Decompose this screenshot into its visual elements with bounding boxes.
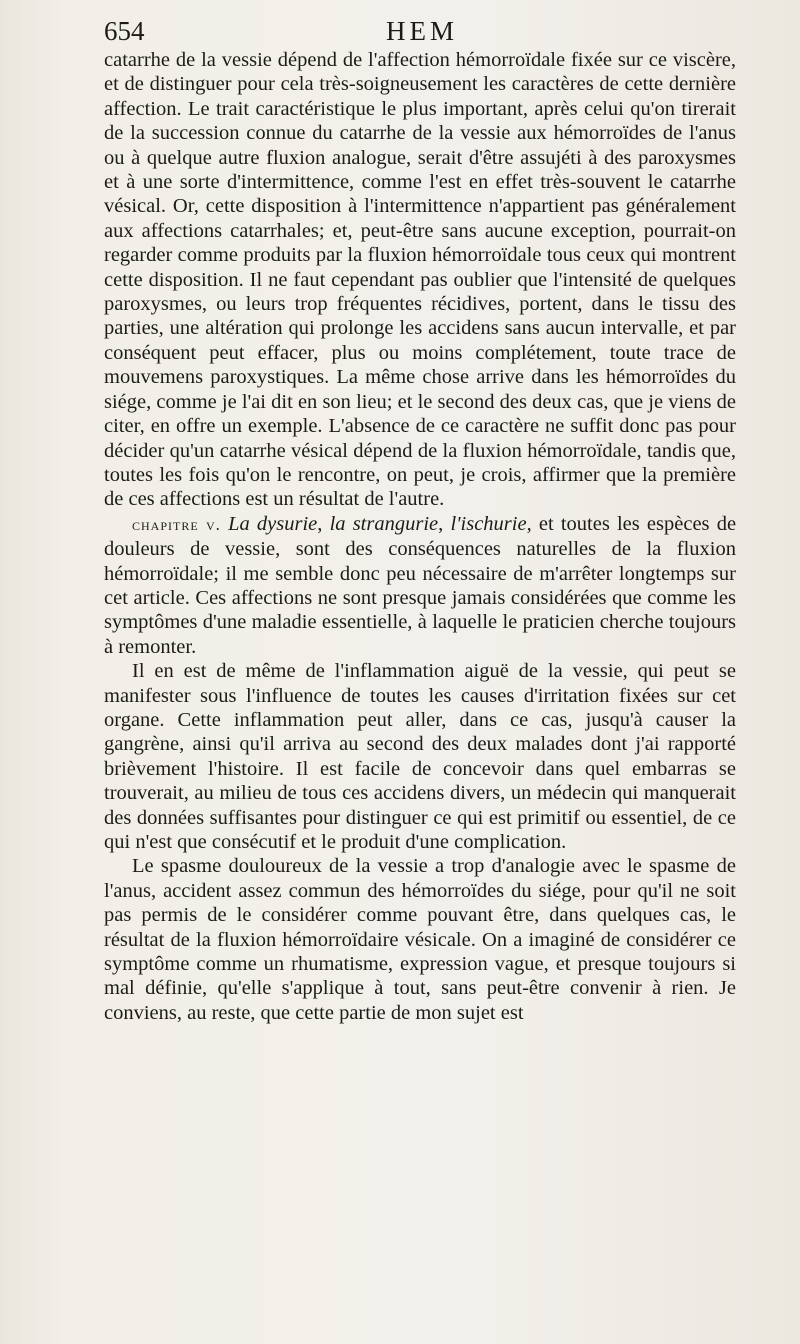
chapter-label: chapitre v.: [132, 514, 221, 534]
page-header: [104, 14, 740, 48]
paragraph-spasme: Le spasme douloureux de la vessie a trop d'analogie avec le spasme de l'anus, accident assez commun des hémorroïdes du siége, pour qu'il ne soit pas permis de le considérer comme pouvant être, dans quelques cas, le résultat de la fluxion hémorroïdaire vésicale. On a imaginé de considérer ce symptôme comme un rhumatisme, expression vague, et presque toujours si mal définie, qu'elle s'applique à tout, sans peut-être convenir à rien. Je conviens, au reste, que cette partie de mon sujet est: [104, 855, 736, 1024]
paragraph-text: , et toutes les espèces de douleurs de vessie, sont des conséquences naturelles de la fluxion hémorroïdale; il me semble donc peu nécessaire de m'arrêter longtemps sur cet article. Ces affections ne sont presque jamais considérées que comme les symptômes d'une maladie essentielle, à laquelle le praticien cherche toujours à remonter.: [104, 512, 737, 658]
paragraph-chapter-v: chapitre v. La dysurie, la strangurie, l'ischurie, et toutes les espèces de douleurs de vessie, sont des conséquences naturelles de la fluxion hémorroïdale; il me semble donc peu nécessaire de m'arrêter longtemps sur cet article. Ces affections ne sont presque jamais considérées que comme les symptômes d'une maladie essentielle, à laquelle le praticien cherche toujours à remonter.: [104, 512, 737, 658]
body-text: [104, 48, 736, 1025]
italic-term: La dysurie: [228, 512, 318, 535]
italic-term: la strangurie: [329, 512, 439, 535]
paragraph-inflammation: Il en est de même de l'inflammation aiguë de la vessie, qui peut se manifester sous l'influence de toutes les causes d'irritation fixées sur cet organe. Cette inflammation peut aller, dans ce cas, jusqu'à causer la gangrène, ainsi qu'il arriva au second des deux malades dont j'ai rapporté brièvement l'histoire. Il est facile de concevoir dans quel embarras se trouverait, au milieu de tous ces accidens divers, un médecin qui manquerait des données suffisantes pour distinguer ce qui est primitif ou essentiel, de ce qui n'est que consécutif et le produit d'une complication.: [104, 660, 736, 853]
paragraph-continuation: catarrhe de la vessie dépend de l'affection hémorroïdale fixée sur ce viscère, et de distinguer pour cela très-soigneusement les caractères de cette dernière affection. Le trait caractéristique le plus important, après celui qu'on tirerait de la succession connue du catarrhe de la vessie aux hémorroïdes de l'anus ou à quelque autre fluxion analogue, serait d'être assujéti à des paroxysmes et à une sorte d'intermittence, comme l'est en effet très-souvent le catarrhe vésical. Or, cette disposition à l'intermittence n'appartient pas généralement aux affections catarrhales; et, peut-être sans aucune exception, pourrait-on regarder comme produits par la fluxion hémorroïdale tous ceux qui montrent cette disposition. Il ne faut cependant pas oublier que l'intensité de quelques paroxysmes, ou leurs trop fréquentes récidives, portent, dans le tissu des parties, une altération qui prolonge les accidens sans aucun intervalle, et par conséquent peut effacer, plus ou moins complétement, toute trace de mouvemens paroxystiques. La même chose arrive dans les hémorroïdes du siége, comme je l'ai dit en son lieu; et le second des deux cas, que je viens de citer, en offre un exemple. L'absence de ce caractère ne suffit donc pas pour décider qu'un catarrhe vésical dépend de la fluxion hémorroïdale, tandis que, toutes les fois qu'on le rencontre, on peut, je crois, affirmer que la première de ces affections est un résultat de l'autre.: [104, 49, 736, 511]
running-head: HEM: [386, 16, 458, 46]
italic-term: l'ischurie: [450, 512, 527, 535]
page-number: 654: [104, 16, 145, 46]
